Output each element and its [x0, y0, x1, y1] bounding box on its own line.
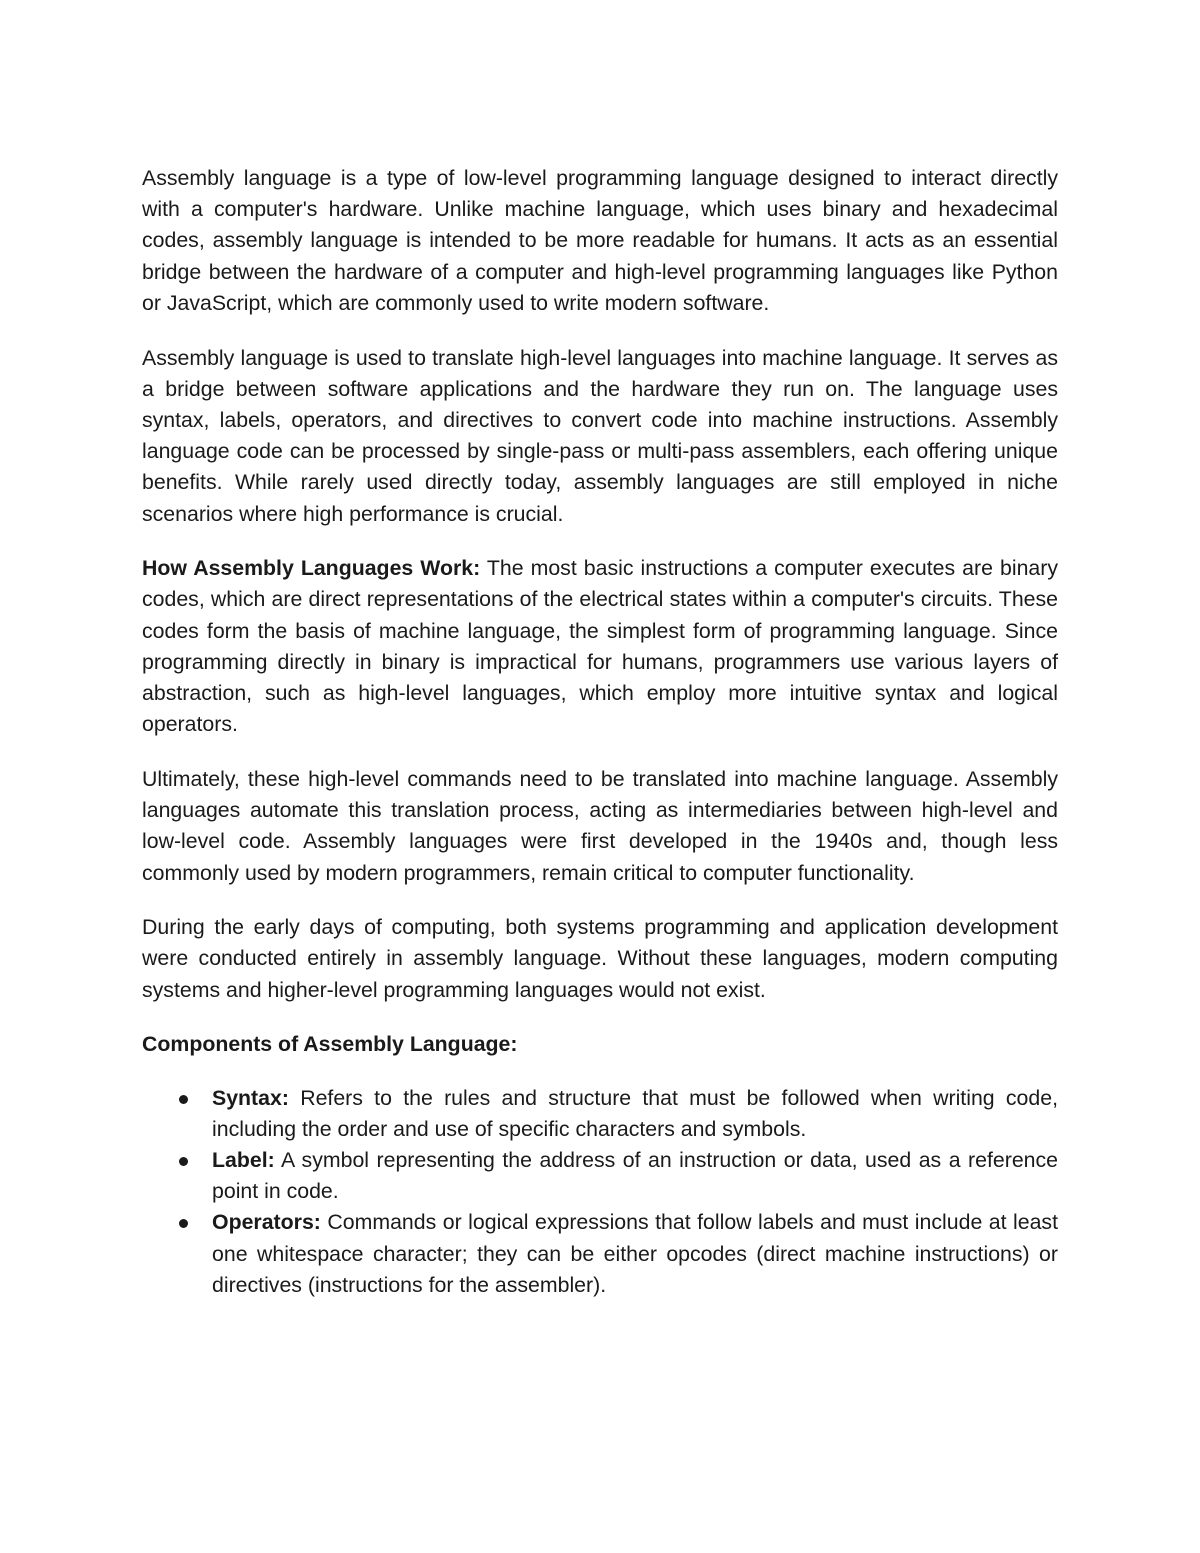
list-item-label: [142, 1145, 1058, 1207]
list-item-syntax: [142, 1083, 1058, 1145]
components-heading: Components of Assembly Language:: [142, 1032, 518, 1057]
how-it-works-paragraph: [142, 553, 1058, 740]
history-paragraph: During the early days of computing, both systems programming and application development were conducted entirely in assembly language. Without these languages, modern computing systems and higher-level programming languages would not exist.: [142, 915, 1058, 1002]
how-it-works-lead: How Assembly Languages Work:: [142, 556, 481, 581]
bullet-icon: [179, 1219, 188, 1228]
bullet-icon: [179, 1095, 188, 1104]
item-text: Commands or logical expressions that follow labels and must include at least one whitespace character; they can be either opcodes (direct machine instructions) or directives (instructions for the assembler).: [212, 1210, 1058, 1297]
item-text: A symbol representing the address of an instruction or data, used as a reference point in code.: [212, 1147, 1058, 1204]
components-list: [142, 1083, 1058, 1301]
intro-paragraph: Assembly language is a type of low-level programming language designed to interact directly with a computer's hardware. Unlike machine language, which uses binary and hexadecimal codes, assembly language is intended to be more readable for humans. It acts as an essential bridge between the hardware of a computer and high-level programming languages like Python or JavaScript, which are commonly used to write modern software.: [142, 166, 1058, 315]
item-text: Refers to the rules and structure that must be followed when writing code, including the order and use of specific characters and symbols.: [212, 1085, 1058, 1141]
usage-paragraph: Assembly language is used to translate high-level languages into machine language. It serves as a bridge between software applications and the hardware they run on. The language uses syntax, labels, operators, and directives to convert code into machine instructions. Assembly language code can be processed by single-pass or multi-pass assemblers, each offering unique benefits. While rarely used directly today, assembly languages are still employed in niche scenarios where high performance is crucial.: [142, 345, 1058, 526]
item-term: Label:: [212, 1147, 275, 1172]
how-it-works-text: The most basic instructions a computer executes are binary codes, which are direct representations of the electrical states within a computer's circuits. These codes form the basis of machine language, the simplest form of programming language. Since programming directly in binary is impractical for humans, programmers use various layers of abstraction, such as high-level languages, which employ more intuitive syntax and logical operators.: [142, 556, 1058, 737]
bullet-icon: [179, 1157, 188, 1166]
translation-paragraph: Ultimately, these high-level commands need to be translated into machine language. Assembly languages automate this translation process, acting as intermediaries between high-level and low-level code. Assembly languages were first developed in the 1940s and, though less commonly used by modern programmers, remain critical to computer functionality.: [142, 766, 1058, 885]
document-page: [142, 163, 1058, 1301]
item-term: Syntax:: [212, 1085, 289, 1110]
list-item-operators: [142, 1207, 1058, 1301]
item-term: Operators:: [212, 1210, 321, 1235]
